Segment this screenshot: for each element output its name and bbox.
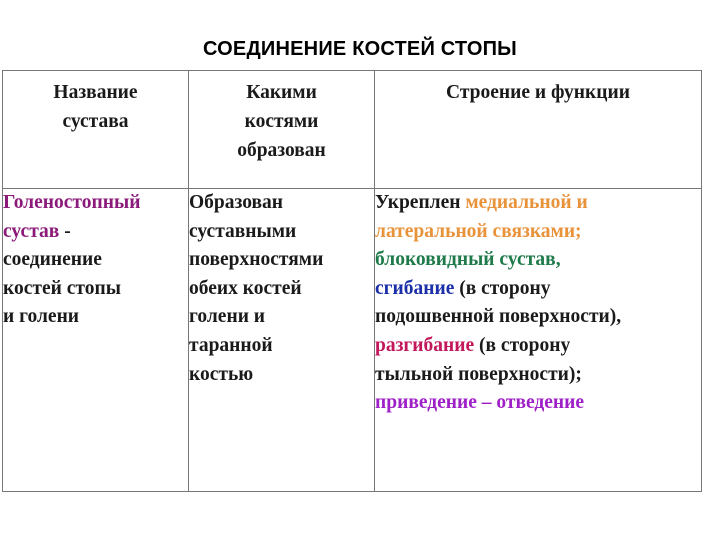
adduction-abduction-text: приведение – отведение [375, 392, 585, 414]
table-row [3, 189, 702, 492]
bones-line: суставными [189, 220, 297, 242]
trochlear-joint-text: блоковидный сустав, [375, 249, 561, 271]
joints-table [2, 70, 702, 492]
joint-desc-line: соединение [3, 249, 102, 271]
bones-line: обеих костей [189, 277, 302, 299]
page-title: СОЕДИНЕНИЕ КОСТЕЙ СТОПЫ [203, 38, 517, 60]
cell-structure-functions [375, 189, 702, 492]
header-joint-name [3, 71, 189, 189]
structure-line [375, 332, 701, 361]
extension-text: разгибание [375, 334, 475, 356]
bones-line: поверхностями [189, 249, 324, 271]
dorsal-surface-text: тыльной поверхности); [375, 363, 582, 385]
header-joint-name-line: сустава [62, 111, 129, 132]
joint-name-line [3, 218, 188, 247]
header-bones [189, 71, 375, 189]
structure-line [375, 189, 701, 218]
table-header-row [3, 71, 702, 189]
header-bones-line: Какими [246, 82, 317, 103]
cell-bones [189, 189, 375, 492]
bones-line: таранной [189, 334, 273, 356]
flexion-text: сгибание [375, 277, 455, 299]
joint-desc-line: костей стопы [3, 277, 121, 299]
header-joint-name-line: Название [53, 82, 138, 103]
joint-name-line: Голеностопный [3, 192, 141, 213]
header-bones-line: образован [237, 140, 326, 161]
bones-line: костью [189, 363, 254, 385]
plantar-surface-text: подошвенной поверхности), [375, 306, 622, 328]
extension-direction-text: (в сторону [474, 334, 571, 356]
joint-name-word: сустав [3, 220, 60, 242]
bones-line: Образован [189, 192, 284, 213]
header-bones-line: костями [244, 111, 319, 132]
medial-text: медиальной и [465, 192, 588, 213]
lateral-ligaments-text: латеральной связками; [375, 220, 582, 242]
joint-name-dash: - [59, 220, 71, 242]
reinforced-text: Укреплен [375, 192, 466, 213]
structure-line [375, 275, 701, 304]
bones-line: голени и [189, 306, 266, 328]
header-structure-line: Строение и функции [446, 82, 630, 103]
cell-joint-name [3, 189, 189, 492]
header-structure-functions [375, 71, 702, 189]
joint-desc-line: и голени [3, 306, 80, 328]
flexion-direction-text: (в сторону [454, 277, 551, 299]
